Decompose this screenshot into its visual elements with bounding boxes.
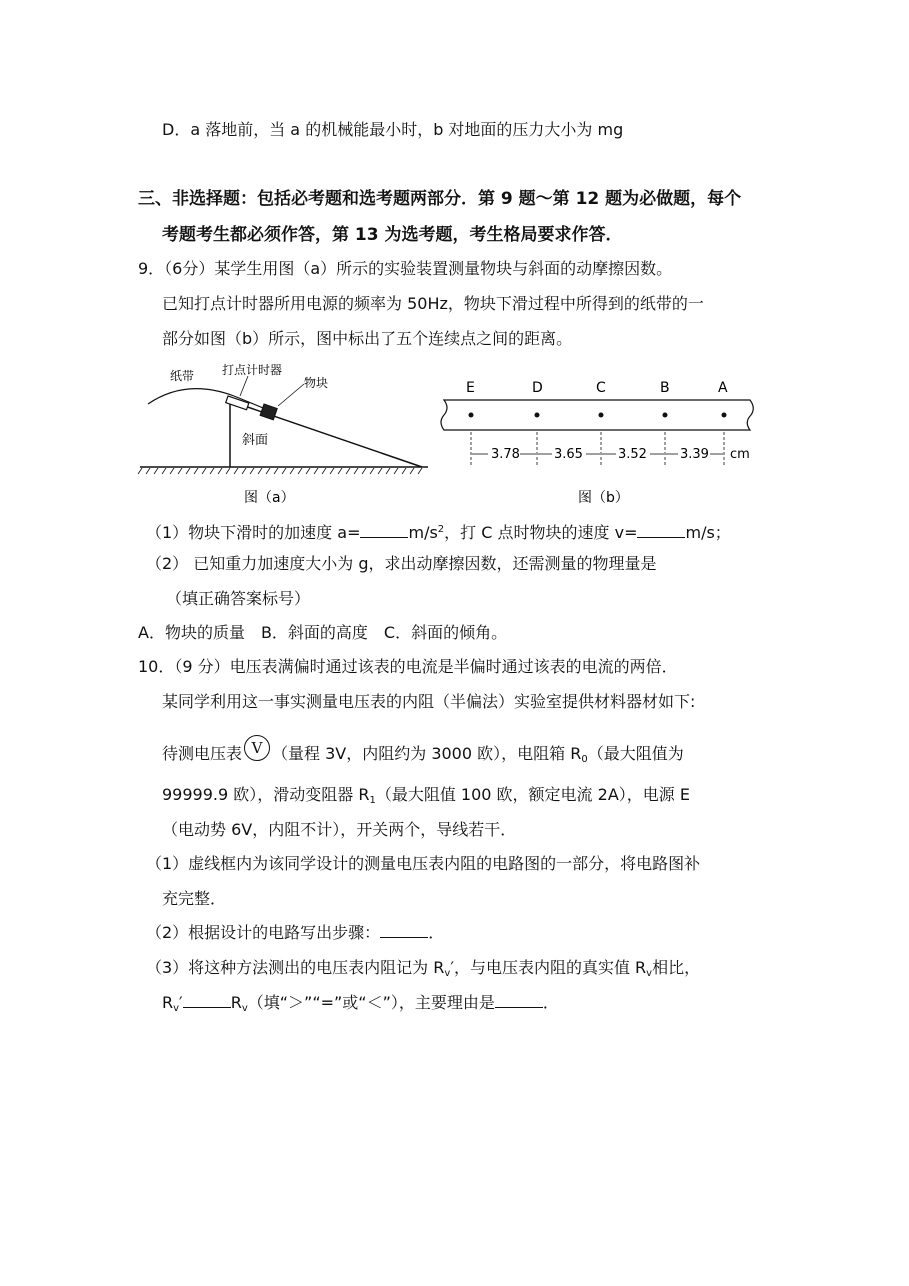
fig-b-dot-c (599, 413, 604, 418)
fig-b-distance-ed: 3.78 (491, 447, 520, 462)
fig-b-point-e: E (466, 380, 475, 396)
blank-reason[interactable] (495, 993, 543, 1008)
fig-b-point-c: C (596, 380, 606, 396)
q10-sub3-line1: （3）将这种方法测出的电压表内阻记为 $R_v'$，与电压表内阻的真实值 $R_v$相比， (146, 958, 701, 979)
fig-a-label-incline: 斜面 (242, 433, 269, 448)
blank-velocity[interactable] (637, 523, 685, 538)
fig-a-caption: 图（a） (244, 490, 295, 506)
fig-a-label-tape: 纸带 (170, 369, 195, 383)
q10-line4: 99999.9 欧），滑动变阻器 $R_1$（最大阻值 100 欧，额定电流 2A），电源 E (162, 785, 690, 806)
q9-sub2-line2: （填正确答案标号） (166, 589, 311, 608)
q9-sub2-line1: （2） 已知重力加速度大小为 g，求出动摩擦因数，还需测量的物理量是 (146, 554, 657, 573)
q9-line1: 9．（6分）某学生用图（a）所示的实验装置测量物块与斜面的动摩擦因数。 (138, 259, 673, 278)
fig-b-dot-d (535, 413, 540, 418)
q9-line3: 部分如图（b）所示，图中标出了五个连续点之间的距离。 (162, 329, 573, 348)
q9-options: A．物块的质量 B．斜面的高度 C．斜面的倾角。 (138, 623, 508, 642)
fig-b-point-a: A (718, 380, 728, 396)
fig-b-dot-b (663, 413, 668, 418)
fig-b-caption: 图（b） (578, 490, 629, 506)
q10-sub1-line1: （1）虚线框内为该同学设计的测量电压表内阻的电路图的一部分，将电路图补 (146, 854, 701, 873)
fig-b-point-b: B (660, 380, 670, 396)
blank-comparison[interactable] (183, 993, 231, 1008)
q10-line2: 某同学利用这一事实测量电压表的内阻（半偏法）实验室提供材料器材如下: (162, 692, 696, 711)
q10-line5: （电动势 6V，内阻不计），开关两个，导线若干． (162, 820, 517, 839)
q9-line2: 已知打点计时器所用电源的频率为 50Hz，物块下滑过程中所得到的纸带的一 (162, 294, 704, 313)
voltmeter-icon: V (244, 735, 270, 761)
blank-steps[interactable] (380, 923, 428, 938)
fig-b-unit: cm (730, 447, 750, 462)
section3-heading-line1: 三、非选择题：包括必考题和选考题两部分．第 9 题～第 12 题为必做题，每个 (138, 189, 742, 209)
q10-sub3-line2: $R_v'$ $R_v$（填“＞”“=”或“＜”），主要理由是 ． (162, 993, 559, 1014)
q10-sub2: （2）根据设计的电路写出步骤： ． (146, 923, 445, 942)
fig-b-distance-cb: 3.52 (618, 447, 647, 462)
q10-line3: 待测电压表 V （量程 3V，内阻约为 3000 欧），电阻箱 $R_0$（最大阻值为 (162, 743, 684, 771)
figure-b (438, 370, 764, 510)
section3-heading-line2: 考题考生都必须作答，第 13 为选考题，考生格局要求作答． (162, 225, 623, 245)
option-d: D．a 落地前，当 a 的机械能最小时，b 对地面的压力大小为 mg (162, 120, 624, 139)
fig-b-dot-e (469, 413, 474, 418)
q10-sub1-line2: 充完整． (162, 889, 227, 908)
fig-a-label-timer: 打点计时器 (222, 363, 283, 377)
blank-acceleration[interactable] (360, 523, 408, 538)
fig-b-distance-dc: 3.65 (554, 447, 583, 462)
fig-b-dot-a (722, 413, 727, 418)
q9-sub1: （1）物块下滑时的加速度 $a= m/s^2$，打 C 点时物块的速度 v= m/s； (146, 523, 731, 542)
fig-b-point-d: D (532, 380, 543, 396)
q10-line1: 10．（9 分）电压表满偏时通过该表的电流是半偏时通过该表的电流的两倍． (138, 657, 678, 676)
figure-a (136, 360, 436, 510)
fig-b-distance-ba: 3.39 (680, 447, 709, 462)
fig-a-label-block: 物块 (304, 376, 329, 390)
